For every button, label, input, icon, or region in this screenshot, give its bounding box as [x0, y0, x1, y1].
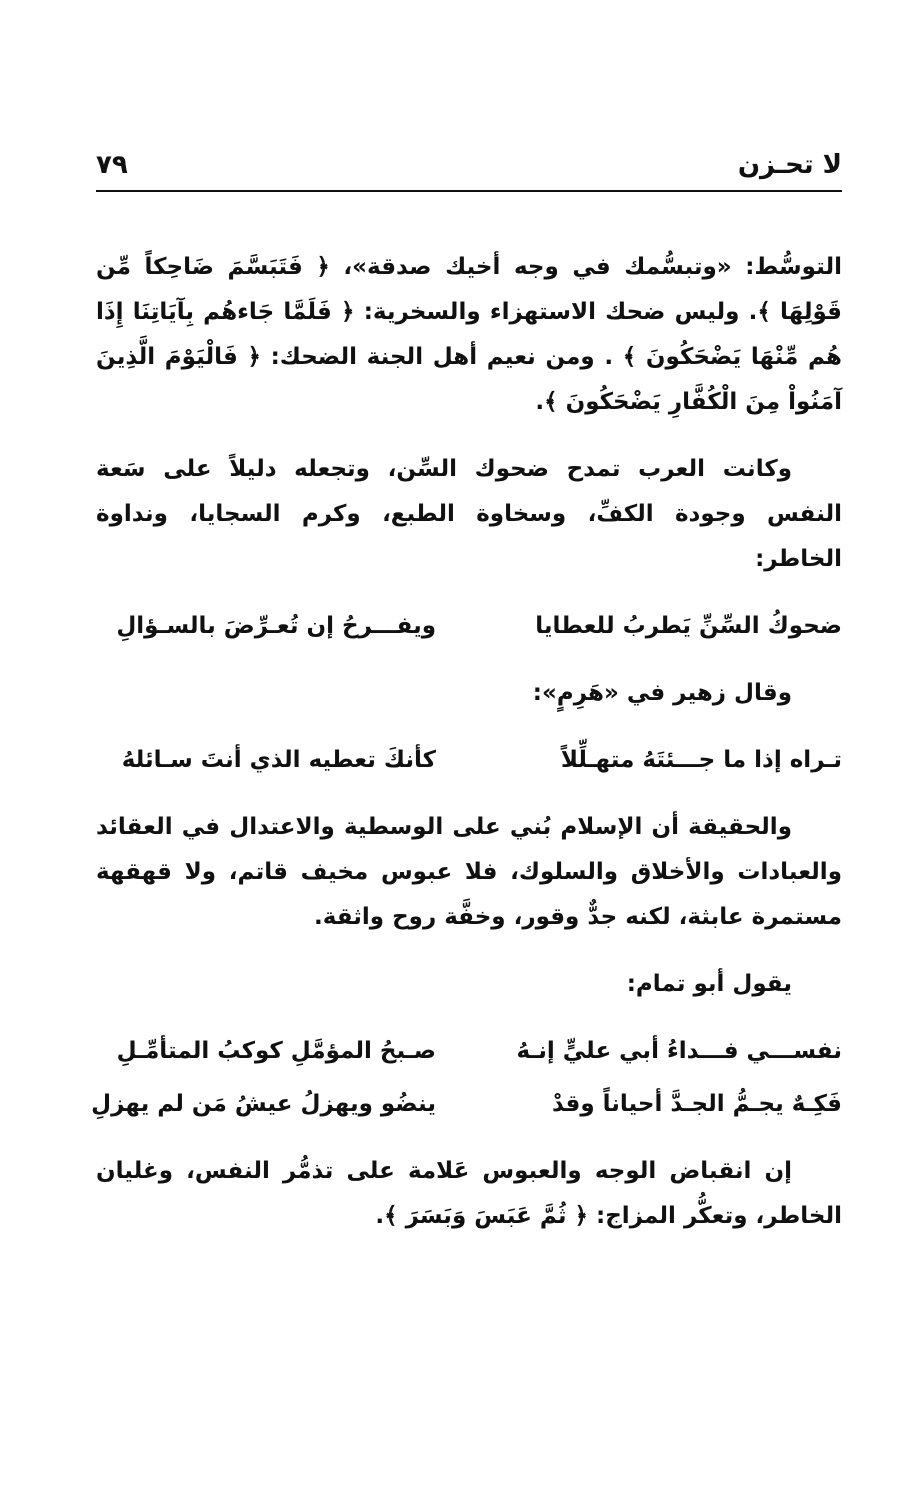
verse-1-first-hemistich: ضحوكُ السِّنِّ يَطربُ للعطايا	[535, 613, 842, 639]
verse-3-first-hemistich: نفســـي فـــداءُ أبي عليٍّ إنـهُ	[516, 1038, 842, 1064]
paragraph-abu-tammam-intro: يقول أبو تمام:	[626, 971, 792, 997]
running-head-title: لا تحـزن	[737, 150, 842, 180]
poem-verse-4	[91, 1082, 842, 1127]
verse-2-second-hemistich: كأنكَ تعطيه الذي أنتَ سـائلهُ	[121, 747, 436, 773]
verse-4-second-hemistich: ينضُو ويهزلُ عيشُ مَن لم يهزلِ	[91, 1091, 436, 1117]
page-number: ٧٩	[96, 150, 128, 180]
header-divider	[96, 190, 842, 192]
body-text	[91, 245, 842, 1261]
poem-verse-1	[96, 604, 842, 649]
running-head	[96, 150, 842, 190]
paragraph-islam-moderation: والحقيقة أن الإسلام بُني على الوسطية والاعتدال في العقائد والعبادات والأخلاق والسلوك، فلا عبوس مخيف قاتم، ولا قهقهة مستمرة عابثة، لكنه جدٌّ وقور، وخفَّة روح واثقة.	[96, 814, 842, 930]
paragraph-zuhair-intro: وقال زهير في «هَرِمٍ»:	[532, 680, 792, 706]
verse-1-second-hemistich: ويفـــرحُ إن تُعـرِّضَ بالسـؤالِ	[116, 613, 436, 639]
verse-2-first-hemistich: تـراه إذا ما جـــئتَهُ متهـلِّلاً	[560, 747, 842, 773]
poem-verse-3	[96, 1029, 842, 1074]
paragraph-frowning: إن انقباض الوجه والعبوس عَلامة على تذمُّر النفس، وغليان الخاطر، وتعكُّر المزاج: ﴿ ثُمَّ عَبَسَ وَبَسَرَ ﴾.	[96, 1158, 842, 1229]
poem-verse-2	[96, 738, 842, 783]
paragraph-arabs-praise: وكانت العرب تمدح ضحوك السِّن، وتجعله دليلاً على سَعة النفس وجودة الكفِّ، وسخاوة الطبع، وكرم السجايا، ونداوة الخاطر:	[96, 456, 842, 572]
verse-4-first-hemistich: فَكِـهٌ يجـمُّ الجـدَّ أحياناً وقدْ	[551, 1091, 842, 1117]
verse-3-second-hemistich: صـبحُ المؤمَّلِ كوكبُ المتأمِّـلِ	[116, 1038, 436, 1064]
paragraph-moderation: التوسُّط: «وتبسُّمك في وجه أخيك صدقة»، ﴿ فَتَبَسَّمَ ضَاحِكاً مِّن قَوْلِهَا ﴾. وليس ضحك الاستهزاء والسخرية: ﴿ فَلَمَّا جَاءهُم بِآيَاتِنَا إِذَا هُم مِّنْهَا يَضْحَكُونَ ﴾ . ومن نعيم أهل الجنة الضحك: ﴿ فَالْيَوْمَ الَّذِينَ آمَنُواْ مِنَ الْكُفَّارِ يَضْحَكُونَ ﴾.	[96, 254, 842, 415]
